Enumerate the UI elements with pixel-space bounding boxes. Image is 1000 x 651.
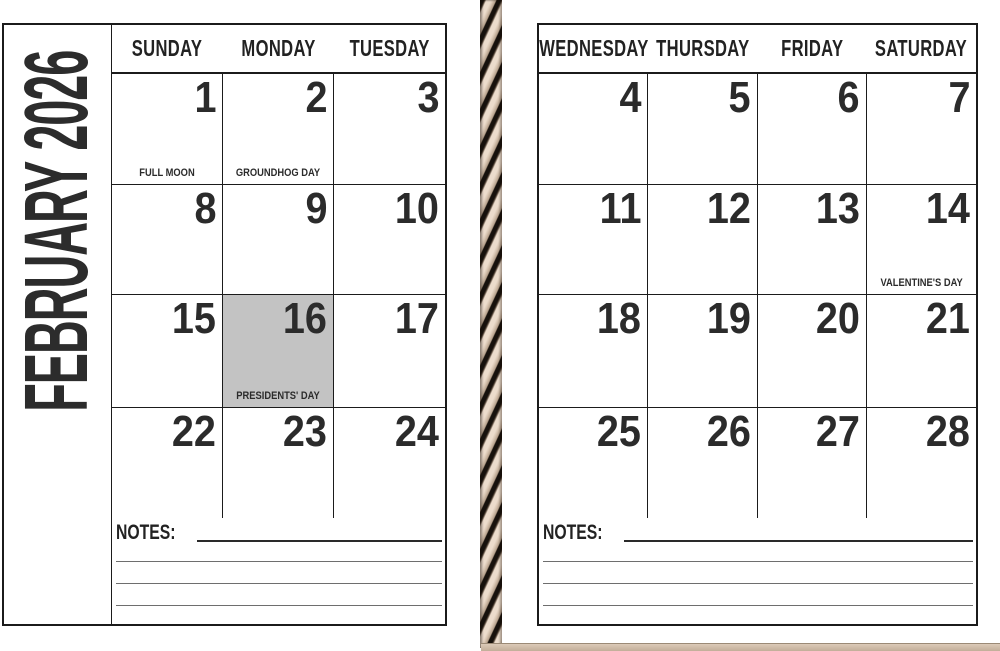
- weekday-header-sunday: [112, 25, 223, 74]
- day-cell: [223, 74, 334, 185]
- weekday-header-label: THURSDAY: [656, 35, 750, 61]
- day-cell: [758, 185, 867, 295]
- backing-board-edge: [481, 643, 1000, 651]
- day-number: 27: [815, 407, 860, 456]
- day-number: 19: [706, 294, 751, 343]
- day-cell: [539, 408, 648, 518]
- day-cell: [867, 295, 976, 408]
- day-number: 17: [394, 294, 439, 343]
- day-number: 25: [597, 407, 642, 456]
- day-cell: [539, 185, 648, 295]
- weekday-header-monday: [223, 25, 334, 74]
- month-title-text: FEBRUARY 2026: [7, 51, 107, 413]
- day-number: 21: [925, 294, 970, 343]
- day-number: 18: [597, 294, 642, 343]
- weekday-header-thursday: [648, 25, 757, 74]
- day-number: 11: [599, 184, 642, 233]
- month-title: [4, 25, 110, 624]
- day-cell: [758, 408, 867, 518]
- day-cell: [648, 74, 757, 185]
- day-cell: [334, 295, 445, 408]
- notes-line: [543, 583, 973, 584]
- day-number: 13: [815, 184, 860, 233]
- weekday-header-label: SUNDAY: [132, 35, 203, 61]
- day-cell: [648, 295, 757, 408]
- day-number: 9: [304, 184, 327, 233]
- day-cell: [334, 408, 445, 518]
- day-number: 23: [282, 407, 327, 456]
- day-cell: [648, 408, 757, 518]
- day-number: 1: [193, 73, 216, 122]
- notes-line: [543, 561, 973, 562]
- weekday-header-friday: [758, 25, 867, 74]
- day-cell: [867, 408, 976, 518]
- weekday-header-label: FRIDAY: [780, 35, 844, 61]
- weekday-header-label: MONDAY: [241, 35, 316, 61]
- day-cell: [223, 408, 334, 518]
- day-cell: [867, 74, 976, 185]
- notes-header-line: [543, 518, 973, 542]
- day-number: 26: [706, 407, 751, 456]
- day-number: 16: [282, 294, 327, 343]
- day-number: 20: [815, 294, 860, 343]
- day-cell: [758, 295, 867, 408]
- notes-line: [116, 583, 442, 584]
- day-number: 7: [947, 73, 970, 122]
- notes-label: NOTES:: [116, 521, 176, 544]
- notes-line: [543, 605, 973, 606]
- holiday-label: PRESIDENTS' DAY: [236, 390, 320, 402]
- holiday-label: FULL MOON: [139, 167, 195, 179]
- month-title-column: [4, 25, 112, 624]
- weekday-header-label: TUESDAY: [349, 35, 430, 61]
- day-cell: [539, 295, 648, 408]
- day-number: 22: [171, 407, 216, 456]
- day-cell: [223, 185, 334, 295]
- day-cell: [112, 185, 223, 295]
- spiral-binding: [480, 0, 502, 648]
- notes-header-line: [116, 518, 442, 542]
- day-number: 8: [193, 184, 216, 233]
- day-cell: [112, 408, 223, 518]
- day-cell: [758, 74, 867, 185]
- weekday-header-label: SATURDAY: [875, 35, 968, 61]
- notes-section: [112, 518, 445, 624]
- holiday-label: VALENTINE'S DAY: [880, 277, 963, 289]
- day-number: 15: [171, 294, 216, 343]
- day-number: 12: [706, 184, 751, 233]
- day-number: 28: [925, 407, 970, 456]
- day-cell-highlighted: [223, 295, 334, 408]
- day-cell: [867, 185, 976, 295]
- day-number: 14: [925, 184, 970, 233]
- notes-section: [539, 518, 976, 624]
- day-number: 5: [728, 73, 751, 122]
- day-number: 3: [416, 73, 439, 122]
- day-number: 2: [304, 73, 327, 122]
- holiday-label: GROUNDHOG DAY: [235, 167, 321, 179]
- weekday-header-tuesday: [334, 25, 445, 74]
- notes-label: NOTES:: [543, 521, 603, 544]
- weekday-header-saturday: [867, 25, 976, 74]
- day-cell: [539, 74, 648, 185]
- right-page: [537, 23, 978, 626]
- day-cell: [112, 295, 223, 408]
- notes-line: [624, 540, 973, 542]
- day-number: 4: [619, 73, 642, 122]
- day-cell: [334, 185, 445, 295]
- notes-line: [197, 540, 442, 542]
- weekday-header-label: WEDNESDAY: [539, 35, 649, 61]
- day-cell: [334, 74, 445, 185]
- notes-line: [116, 561, 442, 562]
- day-number: 6: [837, 73, 860, 122]
- day-cell: [112, 74, 223, 185]
- day-number: 10: [394, 184, 439, 233]
- day-number: 24: [394, 407, 439, 456]
- weekday-header-wednesday: [539, 25, 648, 74]
- day-cell: [648, 185, 757, 295]
- notes-line: [116, 605, 442, 606]
- left-page: [2, 23, 447, 626]
